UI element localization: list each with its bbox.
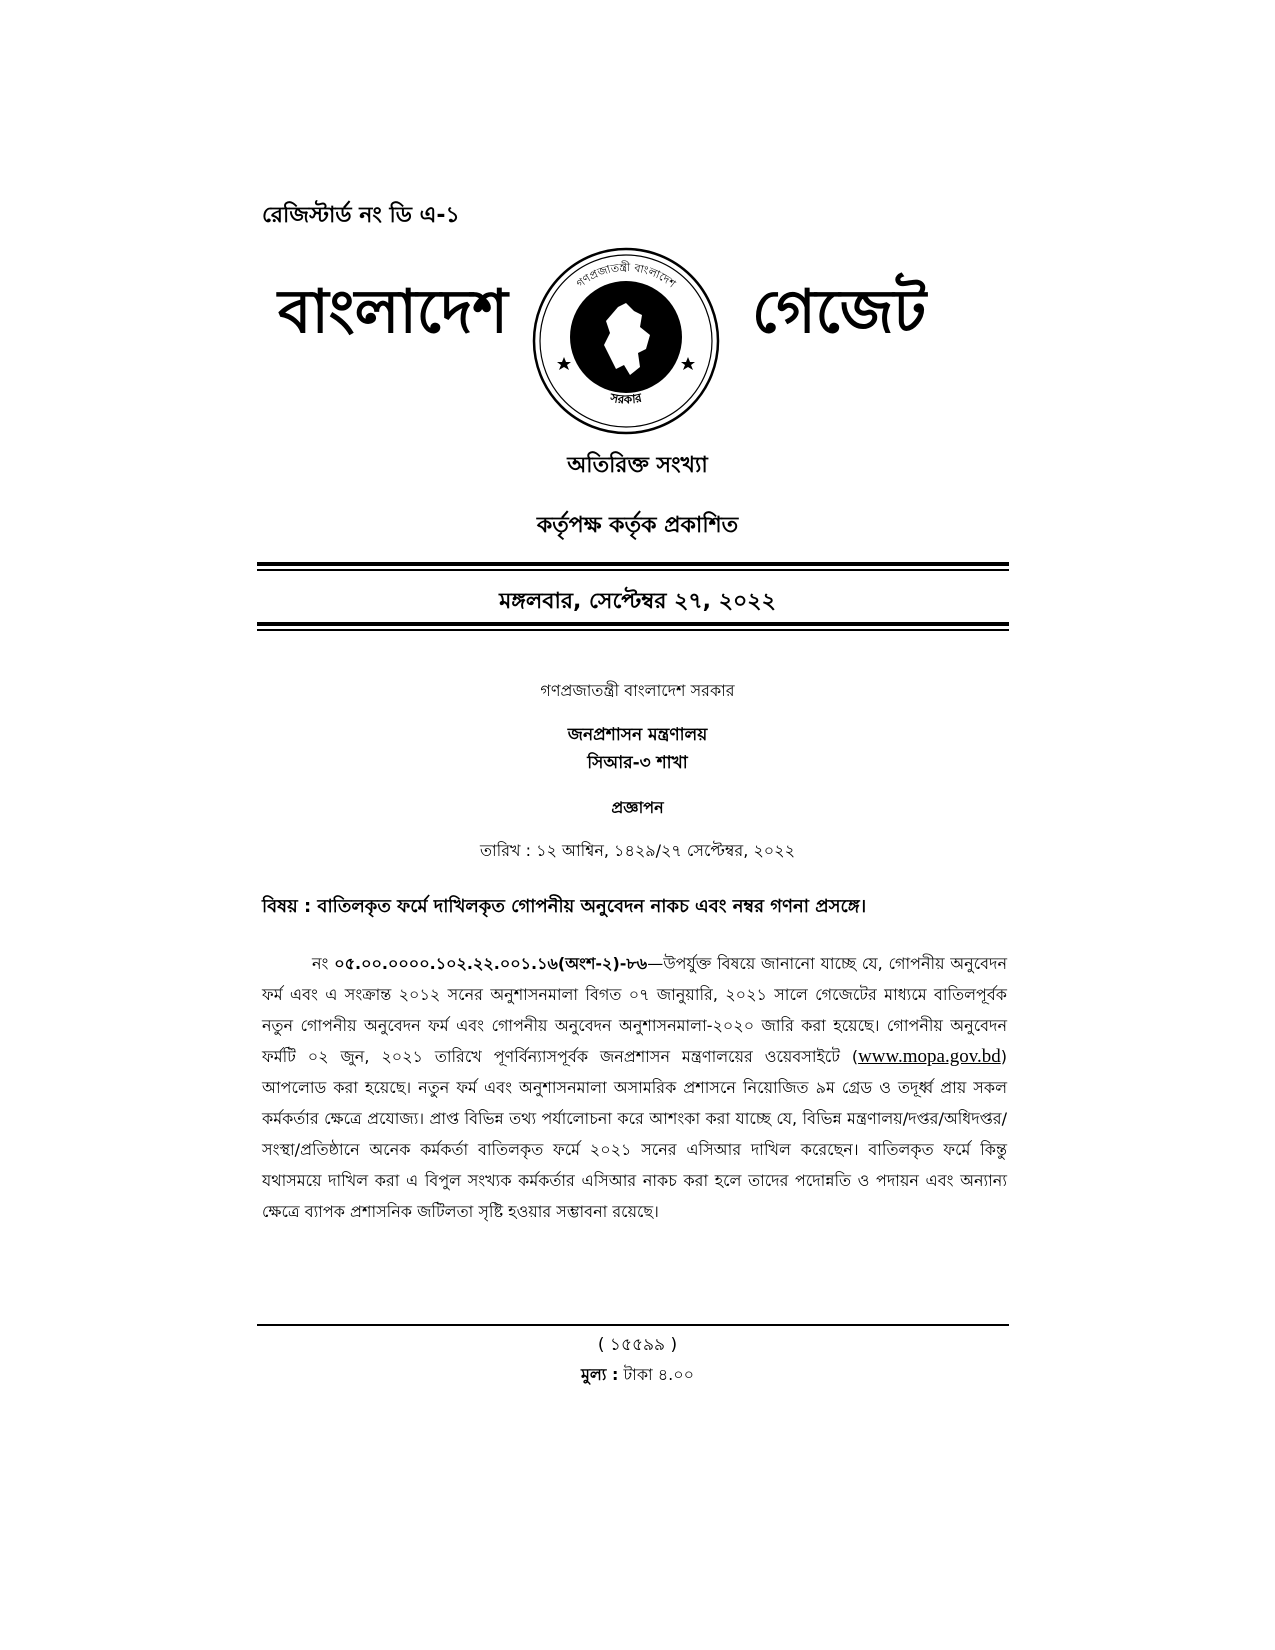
seal-text-bottom: সরকার	[609, 390, 644, 407]
published-by: কর্তৃপক্ষ কর্তৃক প্রকাশিত	[536, 513, 739, 538]
footer-divider	[257, 1324, 1009, 1326]
page-number: ( ১৫৫৯৯ )	[597, 1335, 678, 1355]
divider-top	[257, 562, 1009, 571]
body-text-part2: ) আপলোড করা হয়েছে। নতুন ফর্ম এবং অনুশাসনমালা অসামরিক প্রশাসনে নিয়োজিত ৯ম গ্রেড ও তদূর্ধ্ব প্রায় সকল কর্মকর্তার ক্ষেত্রে প্রযোজ্য। প্রাপ্ত বিভিন্ন তথ্য পর্যালোচনা করে আশংকা করা যাচ্ছে যে, বিভিন্ন মন্ত্রণালয়/দপ্তর/অধিদপ্তর/সংস্থা/প্রতিষ্ঠানে অনেক কর্মকর্তা বাতিলকৃত ফর্মে ২০২১ সনের এসিআর দাখিল করেছেন। বাতিলকৃত ফর্মে কিন্তু যথাসময়ে দাখিল করা এ বিপুল সংখ্যক কর্মকর্তার এসিআর নাকচ করা হলে তাদের পদোন্নতি ও পদায়ন এবং অন্যান্য ক্ষেত্রে ব্যাপক প্রশাসনিক জটিলতা সৃষ্টি হওয়ার সম্ভাবনা রয়েছে।	[262, 1047, 1007, 1221]
divider-bottom	[257, 622, 1009, 631]
edition-label: অতিরিক্ত সংখ্যা	[567, 453, 708, 478]
gazette-date: মঙ্গলবার, সেপ্টেম্বর ২৭, ২০২২	[499, 589, 776, 614]
memo-number: ০৫.০০.০০০০.১০২.২২.০০১.১৬(অংশ-২)-৮৬	[334, 954, 648, 973]
masthead-title-right: গেজেট	[752, 277, 927, 347]
notice-type: প্রজ্ঞাপন	[611, 798, 664, 817]
price-value: টাকা ৪.০০	[623, 1365, 695, 1384]
branch-name: সিআর-৩ শাখা	[587, 753, 688, 773]
registration-number: রেজিস্টার্ড নং ডি এ-১	[262, 203, 460, 228]
body-paragraph	[262, 948, 1007, 1227]
government-name: গণপ্রজাতন্ত্রী বাংলাদেশ সরকার	[540, 681, 735, 700]
body-text-part1: —উপর্যুক্ত বিষয়ে জানানো যাচ্ছে যে, গোপনীয় অনুবেদন ফর্ম এবং এ সংক্রান্ত ২০১২ সনের অনুশাসনমালা বিগত ০৭ জানুয়ারি, ২০২১ সালে গেজেটের মাধ্যমে বাতিলপূর্বক নতুন গোপনীয় অনুবেদন ফর্ম এবং গোপনীয় অনুবেদন অনুশাসনমালা-২০২০ জারি করা হয়েছে। গোপনীয় অনুবেদন ফর্মটি ০২ জুন, ২০২১ তারিখে পূণর্বিন্যাসপূর্বক জনপ্রশাসন মন্ত্রণালয়ের ওয়েবসাইটে (	[262, 954, 1007, 1066]
memo-prefix: নং	[312, 954, 329, 973]
government-seal-icon	[530, 245, 722, 437]
notice-date: তারিখ : ১২ আশ্বিন, ১৪২৯/২৭ সেপ্টেম্বর, ২০২২	[480, 841, 795, 860]
subject-line: বিষয় : বাতিলকৃত ফর্মে দাখিলকৃত গোপনীয় অনুবেদন নাকচ এবং নম্বর গণনা প্রসঙ্গে।	[262, 896, 867, 917]
ministry-name: জনপ্রশাসন মন্ত্রণালয়	[567, 725, 708, 745]
masthead-title-left: বাংলাদেশ	[278, 277, 508, 347]
price-label: মুল্য :	[580, 1365, 619, 1384]
seal-text-top: গণপ্রজাতন্ত্রী বাংলাদেশ	[573, 260, 679, 291]
website-link[interactable]: www.mopa.gov.bd	[858, 1046, 1001, 1067]
price	[0, 1362, 1275, 1389]
